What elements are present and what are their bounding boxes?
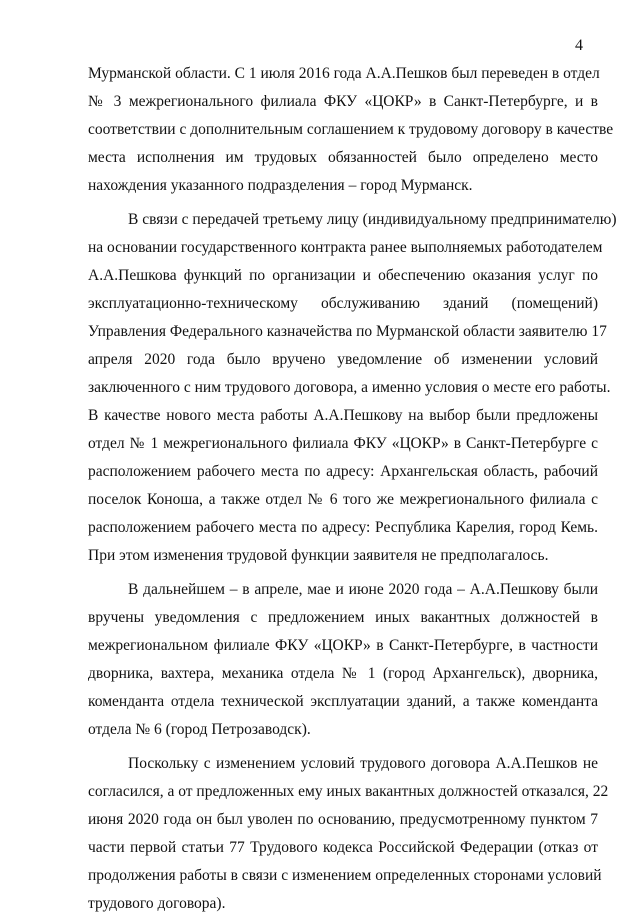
paragraph-2 bbox=[88, 206, 617, 570]
text-line: При этом изменения трудовой функции заявителя не предполагалось. bbox=[88, 547, 549, 564]
page-number: 4 bbox=[575, 37, 583, 54]
text-line: В качестве нового места работы А.А.Пешкову на выбор были предложены bbox=[88, 407, 598, 424]
text-line: А.А.Пешкова функций по организации и обеспечению оказания услуг по bbox=[88, 267, 598, 284]
text-line: расположением рабочего места по адресу: Архангельская область, рабочий bbox=[88, 463, 598, 480]
text-line: № 3 межрегионального филиала ФКУ «ЦОКР» в Санкт-Петербурге, и в bbox=[88, 93, 598, 110]
text-line: Мурманской области. С 1 июля 2016 года А.А.Пешков был переведен в отдел bbox=[88, 65, 600, 82]
text-line: нахождения указанного подразделения – город Мурманск. bbox=[88, 177, 473, 194]
document-body bbox=[88, 60, 617, 918]
text-line: В связи с передачей третьему лицу (индивидуальному предпринимателю) bbox=[128, 211, 617, 228]
text-line: заключенного с ним трудового договора, а именно условия о месте его работы. bbox=[88, 379, 611, 396]
paragraph-1 bbox=[88, 60, 614, 200]
text-line: эксплуатационно-техническому обслуживанию зданий (помещений) bbox=[88, 295, 598, 312]
text-line: Поскольку с изменением условий трудового договора А.А.Пешков не bbox=[128, 755, 598, 772]
text-line: вручены уведомления с предложением иных вакантных должностей в bbox=[88, 609, 598, 626]
text-line: коменданта отдела технической эксплуатации зданий, а также коменданта bbox=[88, 693, 598, 710]
text-line: поселок Коноша, а также отдел № 6 того же межрегионального филиала с bbox=[88, 491, 598, 508]
text-line: трудового договора). bbox=[88, 895, 226, 912]
text-line: дворника, вахтера, механика отдела № 1 (город Архангельск), дворника, bbox=[88, 665, 598, 682]
text-line: Управления Федерального казначейства по Мурманской области заявителю 17 bbox=[88, 323, 607, 340]
paragraph-3 bbox=[88, 576, 598, 744]
text-line: части первой статьи 77 Трудового кодекса Российской Федерации (отказ от bbox=[88, 839, 598, 856]
text-line: продолжения работы в связи с изменением определенных сторонами условий bbox=[88, 867, 602, 884]
text-line: межрегиональном филиале ФКУ «ЦОКР» в Санкт-Петербурге, в частности bbox=[88, 637, 598, 654]
text-line: места исполнения им трудовых обязанностей было определено место bbox=[88, 149, 598, 166]
text-line: июня 2020 года он был уволен по основанию, предусмотренному пунктом 7 bbox=[88, 811, 598, 828]
text-line: В дальнейшем – в апреле, мае и июне 2020 года – А.А.Пешкову были bbox=[128, 581, 598, 598]
text-line: отдела № 6 (город Петрозаводск). bbox=[88, 721, 311, 738]
text-line: отдел № 1 межрегионального филиала ФКУ «ЦОКР» в Санкт-Петербурге с bbox=[88, 435, 598, 452]
text-line: апреля 2020 года было вручено уведомление об изменении условий bbox=[88, 351, 598, 368]
text-line: согласился, а от предложенных ему иных вакантных должностей отказался, 22 bbox=[88, 783, 609, 800]
text-line: соответствии с дополнительным соглашением к трудовому договору в качестве bbox=[88, 121, 614, 138]
text-line: расположением рабочего места по адресу: Республика Карелия, город Кемь. bbox=[88, 519, 598, 536]
text-line: на основании государственного контракта ранее выполняемых работодателем bbox=[88, 239, 603, 256]
paragraph-4 bbox=[88, 750, 609, 918]
